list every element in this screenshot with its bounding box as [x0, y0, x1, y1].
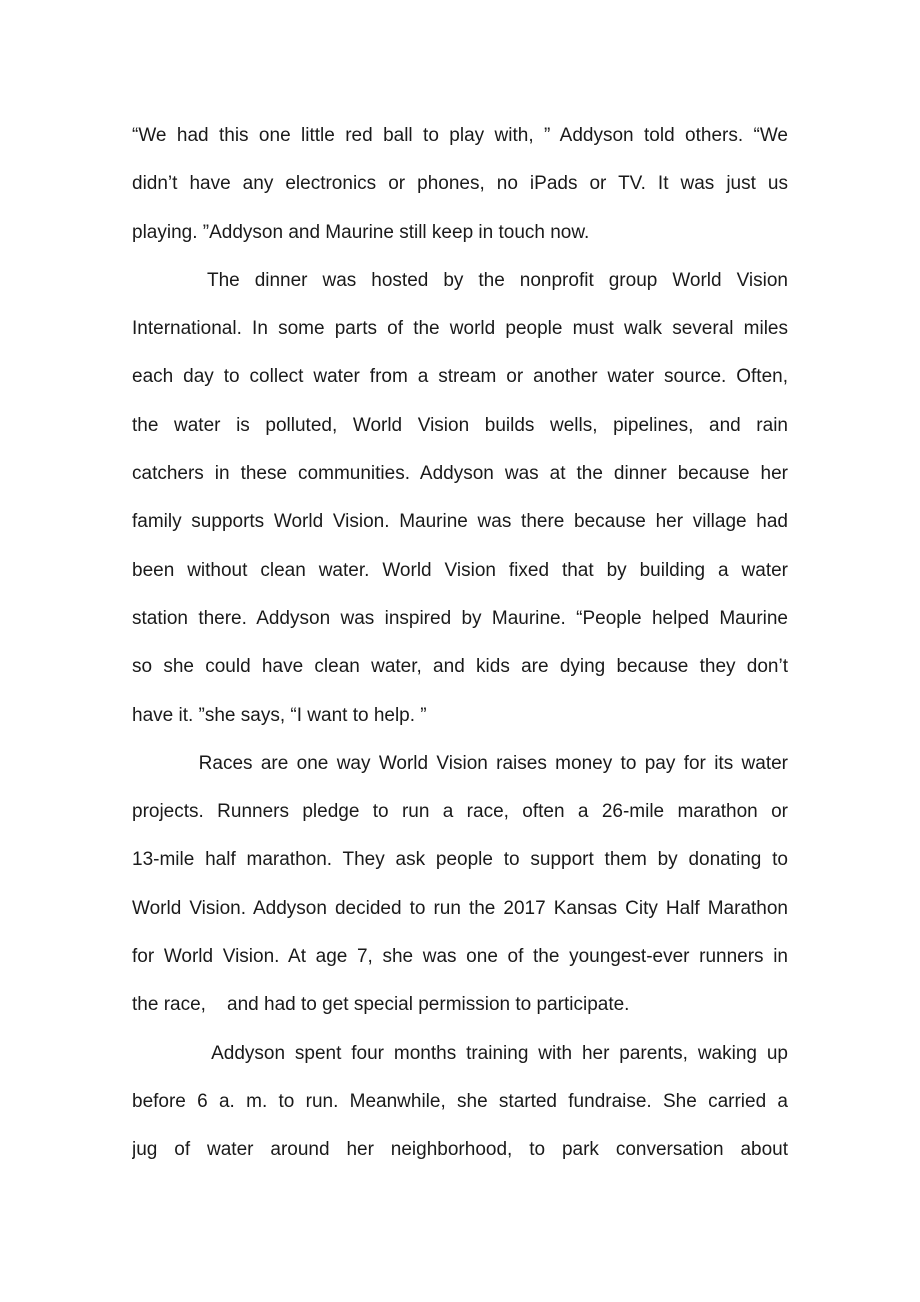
text-line: each day to collect water from a stream or another water source. Often, — [132, 366, 788, 388]
text-line: before 6 a. m. to run. Meanwhile, she started fundraise. She carried a — [132, 1090, 788, 1112]
text-line: have it. ”she says, “I want to help. ” — [132, 704, 427, 726]
text-line: so she could have clean water, and kids are dying because they don’t — [132, 656, 788, 678]
text-line: projects. Runners pledge to run a race, often a 26-mile marathon or — [132, 801, 788, 823]
text-line: for World Vision. At age 7, she was one of the youngest-ever runners in — [132, 946, 788, 968]
text-line: jug of water around her neighborhood, to park conversation about — [132, 1139, 788, 1161]
text-line: World Vision. Addyson decided to run the 2017 Kansas City Half Marathon — [132, 897, 788, 919]
text-line: The dinner was hosted by the nonprofit group World Vision — [132, 269, 788, 291]
text-line: 13-mile half marathon. They ask people to support them by donating to — [132, 849, 788, 871]
text-line: been without clean water. World Vision fixed that by building a water — [132, 559, 788, 581]
text-line: International. In some parts of the world people must walk several miles — [132, 318, 788, 340]
text-line: Addyson spent four months training with her parents, waking up — [132, 1042, 788, 1064]
text-line: station there. Addyson was inspired by Maurine. “People helped Maurine — [132, 607, 788, 629]
text-line: the water is polluted, World Vision builds wells, pipelines, and rain — [132, 414, 788, 436]
text-line: didn’t have any electronics or phones, no iPads or TV. It was just us — [132, 173, 788, 195]
text-line: playing. ”Addyson and Maurine still keep in touch now. — [132, 221, 590, 243]
text-line: catchers in these communities. Addyson was at the dinner because her — [132, 463, 788, 485]
text-line: Races are one way World Vision raises money to pay for its water — [132, 752, 788, 774]
body-text — [132, 112, 788, 1175]
text-line: the race, and had to get special permission to participate. — [132, 994, 630, 1016]
text-line: family supports World Vision. Maurine was there because her village had — [132, 511, 788, 533]
text-line: “We had this one little red ball to play with, ” Addyson told others. “We — [132, 125, 788, 146]
